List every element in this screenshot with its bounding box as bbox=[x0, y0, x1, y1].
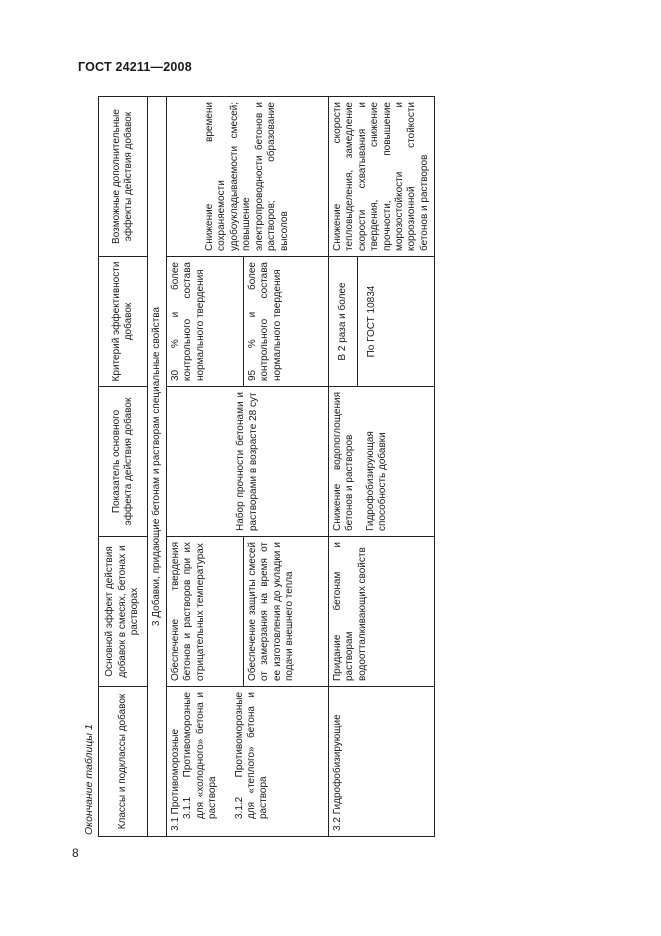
cell-effect-3-2: Придание бетонам и растворам водоотталкивающих свойств bbox=[329, 537, 435, 687]
col-header-effect: Основной эффект действия добавок в смесях, бетонах и растворах bbox=[99, 537, 148, 687]
document-header: ГОСТ 24211—2008 bbox=[78, 60, 192, 74]
criterion-3-2-a: В 2 раза и более bbox=[329, 257, 358, 386]
section-title: 3 Добавки, придающие бетонам и растворам специальные свойства bbox=[148, 97, 167, 837]
table-row bbox=[167, 97, 244, 837]
col-header-extra: Возможные дополнительные эффекты действия добавок bbox=[99, 97, 148, 257]
indicator-3-2-b: Гидрофобизирующая способность добавки bbox=[364, 431, 389, 531]
page-number: 8 bbox=[72, 846, 79, 860]
cell-extra-3-2: Снижение скорости тепловыделения, замедление скорости схватывания и твердения, снижение прочности, повышение морозостойкости и коррозионной стойкости бетонов и растворов bbox=[329, 97, 435, 257]
table-header-row bbox=[99, 97, 148, 837]
cell-indicator-3-1: Набор прочности бетонами и растворами в возрасте 28 сут bbox=[167, 387, 329, 537]
table-row bbox=[329, 97, 435, 837]
rotated-table-area bbox=[80, 97, 430, 837]
cell-indicator-3-2 bbox=[329, 387, 435, 537]
class-main-3-1: 3.1 Противоморозные bbox=[170, 728, 181, 831]
cell-criterion-3-2 bbox=[329, 257, 435, 387]
criterion-3-2-b: По ГОСТ 10834 bbox=[366, 285, 378, 358]
cell-class-3-2: 3.2 Гидрофобизирующие bbox=[329, 687, 435, 837]
table-continuation-label: Окончание таблицы 1 bbox=[83, 724, 95, 835]
cell-effect-3-1-2: Обеспечение защиты смесей от замерзания на время от ее изготовления до укладки и подачи внешнего тепла bbox=[244, 537, 329, 687]
indicator-3-2-a: Снижение водопоглощения бетонов и растворов bbox=[332, 392, 356, 531]
cell-criterion-3-1-2: 95 % и более контрольного состава нормального твердения bbox=[244, 257, 329, 387]
col-header-indicator: Показатель основного эффекта действия добавок bbox=[99, 387, 148, 537]
col-header-class: Классы и подклассы добавок bbox=[99, 687, 148, 837]
cell-effect-3-1-1: Обеспечение твердения бетонов и растворов при их отрицательных температурах bbox=[167, 537, 244, 687]
cell-extra-3-1: Снижение времени сохраняемости удобоукладываемости смесей; повышение электропроводности бетонов и растворов; образование высолов bbox=[167, 97, 329, 257]
section-row bbox=[148, 97, 167, 837]
class-sub-3-1-1: 3.1.1 Противоморозные для «холодного» бетона и раствора bbox=[182, 692, 219, 819]
cell-class-3-1 bbox=[167, 687, 329, 837]
additives-table bbox=[98, 96, 435, 837]
col-header-criterion: Критерий эффективности добавок bbox=[99, 257, 148, 387]
cell-criterion-3-1-1: 30 % и более контрольного состава нормального твердения bbox=[167, 257, 244, 387]
class-sub-3-1-2: 3.1.2 Противоморозные для «теплого» бетона и раствора bbox=[233, 692, 270, 819]
